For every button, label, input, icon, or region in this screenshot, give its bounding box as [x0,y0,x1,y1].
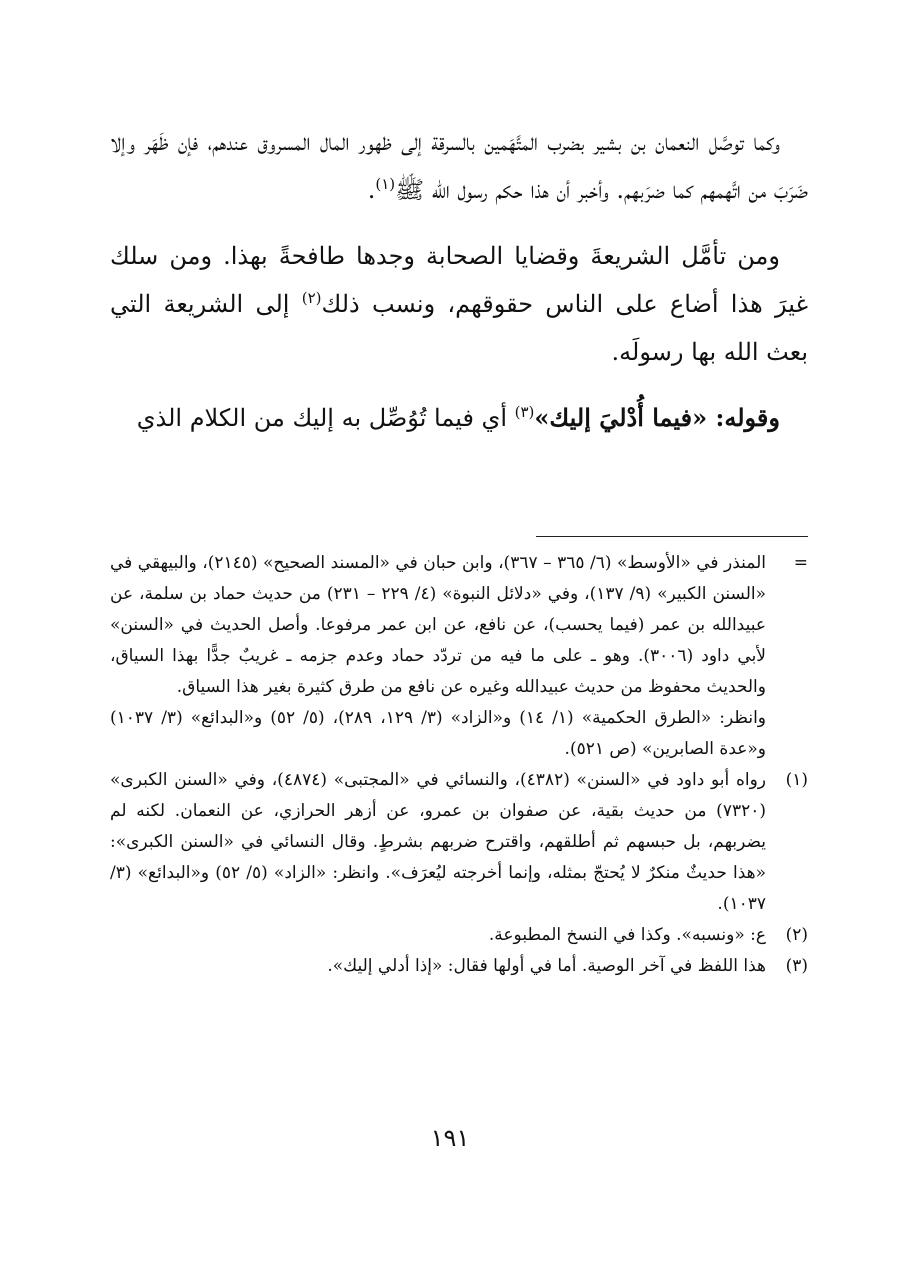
footnote-3-marker: (٣) [785,956,808,976]
footnotes [110,548,808,982]
footnote-1-text: رواه أبو داود في «السنن» (٤٣٨٢)، والنسائي في «المجتبى» (٤٨٧٤)، وفي «السنن الكبرى» (٧٣٢٠) من حديث بقية، عن صفوان بن عمرو، عن أزهر الحرازي، عن النعمان. لكنه لم يضربهم، بل حبسهم ثم أطلقهم، واقترح ضربهم بشرطٍ. وقال النسائي في «السنن الكبرى»: «هذا حديثٌ منكرٌ لا يُحتجّ بمثله، وإنما أخرجته ليُعرَف». وانظر: «الزاد» (٥/ ٥٢) و«البدائع» (٣/ ١٠٣٧). [110,770,766,914]
footnote-2-text: ع: «ونسبه». وكذا في النسخ المطبوعة. [488,925,766,945]
page-number: ١٩١ [430,1124,470,1152]
paragraph-1-end: . [367,176,376,204]
footnote-3 [110,951,808,982]
main-text [110,118,808,442]
footnote-ref-3: (٣) [514,403,535,421]
footnote-3-text: هذا اللفظ في آخر الوصية. أما في أولها فقال: «إذا أدلي إليك». [327,956,766,976]
footnote-2 [110,920,808,951]
paragraph-3-text-after: أي فيما تُوُصِّل به إليك من الكلام الذي [136,404,515,432]
paragraph-1-text: وكما توصَّل النعمان بن بشير بضرب المتَّهَمين بالسرقة إلى ظهور المال المسروق عندهم، فإن ظَهَر وإلا ضَرَبَ من اتَّهمهم كما ضرَبهم. وأخبر أن هذا حكم رسول الله ﷺ [110,128,808,204]
paragraph-2 [110,232,808,376]
footnote-ref-2: (٢) [301,289,322,307]
footnote-ref-1: (١) [375,175,396,193]
paragraph-3 [110,394,808,442]
paragraph-3-lead: وقوله: [707,403,780,432]
paragraph-2-text-after: إلى الشريعة التي بعث الله بها رسولَه. [110,290,808,366]
paragraph-2-text-before: ومن تأمَّل الشريعةَ وقضايا الصحابة وجدها طافحةً بهذا. ومن سلك غيرَ هذا أضاع على الناس حقوقهم، ونسب ذلك [110,242,809,318]
footnote-1 [110,765,808,920]
footnote-continuation-marker: = [793,553,808,573]
footnote-continuation-para-2: وانظر: «الطرق الحكمية» (١/ ١٤) و«الزاد» (٣/ ١٢٩، ٢٨٩)، (٥/ ٥٢) و«البدائع» (٣/ ١٠٣٧) و«عدة الصابرين» (ص ٥٢١). [110,708,767,759]
footnote-2-marker: (٢) [785,925,808,945]
footnote-divider [536,536,808,537]
footnote-continuation [110,548,808,765]
footnote-continuation-para-1: المنذر في «الأوسط» (٦/ ٣٦٥ – ٣٦٧)، وابن حبان في «المسند الصحيح» (٢١٤٥)، والبيهقي في «السنن الكبير» (٩/ ١٣٧)، وفي «دلائل النبوة» (٤/ ٢٢٩ – ٢٣١) من حديث حماد بن سلمة، عن عبيدالله بن عمر (فيما يحسب)، عن نافع، عن ابن عمر مرفوعا. وأصل الحديث في «السنن» لأبي داود (٣٠٠٦). وهو ـ على ما فيه من تردّد حماد وعدم جزمه ـ غريبٌ جدًّا بهذا السياق، والحديث محفوظ من حديث عبيدالله وغيره عن نافع من طرق كثيرة بغير هذا السياق. [110,553,767,697]
footnote-continuation-body [110,548,766,765]
paragraph-3-quote: «فيما أُدْليَ إليك» [534,403,708,432]
footnote-1-marker: (١) [785,770,808,790]
paragraph-1 [110,118,808,214]
